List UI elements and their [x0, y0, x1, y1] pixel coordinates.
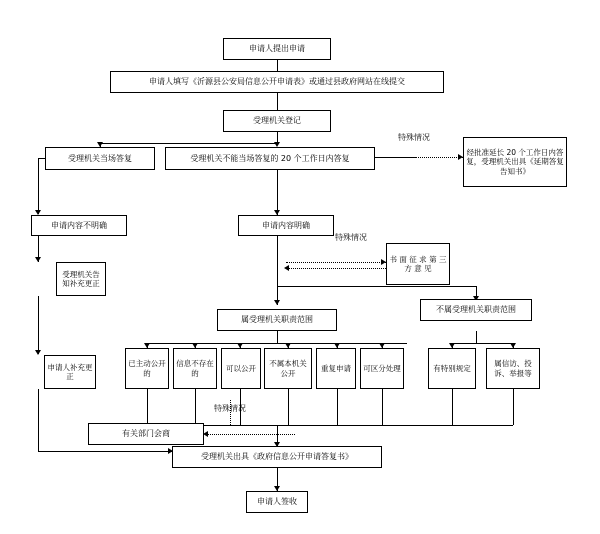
node-info-not-exist[interactable]: 信息不存在的 [173, 348, 217, 389]
connector [38, 451, 173, 452]
node-petition-complaint[interactable]: 属信访、投诉、举报等 [486, 348, 540, 389]
arrow-icon [35, 257, 41, 262]
connector [452, 389, 453, 425]
node-third-party-opinion[interactable]: 书 面 征 求 第 三 方 意 见 [386, 243, 450, 285]
node-fill-application-form[interactable]: 申请人填写《沂源县公安局信息公开申请表》或通过县政府网站在线提交 [110, 71, 444, 93]
node-can-disclose[interactable]: 可以公开 [221, 348, 261, 389]
connector-dotted [286, 262, 386, 263]
annotation-special-case-1: 特殊情况 [398, 133, 430, 142]
connector [337, 389, 338, 425]
connector-dotted [205, 434, 295, 435]
connector [38, 158, 39, 214]
node-departments-consultation[interactable]: 有关部门会商 [88, 423, 204, 445]
node-applicant-receipt[interactable]: 申请人签收 [246, 491, 308, 513]
connector [100, 143, 277, 144]
node-within-jurisdiction[interactable]: 属受理机关职责范围 [217, 309, 337, 331]
connector [452, 343, 513, 344]
connector [277, 236, 278, 305]
connector [38, 389, 39, 451]
node-content-clear[interactable]: 申请内容明确 [238, 215, 334, 236]
node-extended-reply-notice[interactable]: 经批准延长 20 个工作日内答复，受理机关出具《延期答复告知书》 [463, 137, 567, 187]
annotation-special-case-3: 特殊情况 [214, 404, 246, 413]
arrow-icon [284, 265, 289, 271]
node-special-provisions[interactable]: 有特别规定 [428, 348, 476, 389]
connector [277, 170, 278, 215]
node-registration[interactable]: 受理机关登记 [223, 110, 331, 132]
node-not-this-agency[interactable]: 不属本机关公开 [264, 348, 312, 389]
node-outside-jurisdiction[interactable]: 不属受理机关职责范围 [420, 299, 532, 321]
node-applicant-supplement[interactable]: 申请人补充更正 [44, 355, 96, 389]
connector [375, 157, 416, 158]
connector-dotted [205, 425, 230, 426]
annotation-special-case-2: 特殊情况 [335, 233, 367, 242]
arrow-icon [274, 300, 280, 305]
node-content-unclear[interactable]: 申请内容不明确 [31, 215, 127, 236]
node-notify-supplement[interactable]: 受理机关告知补充更正 [56, 262, 106, 296]
connector [513, 389, 514, 425]
node-separable-handling[interactable]: 可区分处理 [360, 348, 404, 389]
arrow-icon [35, 350, 41, 355]
node-application-submitted[interactable]: 申请人提出申请 [223, 38, 331, 60]
connector [476, 331, 477, 343]
node-reply-within-20-days[interactable]: 受理机关不能当场答复的 20 个工作日内答复 [165, 147, 375, 170]
node-already-disclosed[interactable]: 已主动公开的 [125, 348, 169, 389]
connector [38, 296, 39, 354]
connector [277, 331, 278, 343]
node-on-site-reply[interactable]: 受理机关当场答复 [45, 147, 155, 170]
connector-dotted [286, 268, 386, 269]
connector [147, 343, 407, 344]
connector [382, 389, 383, 425]
connector [147, 389, 148, 425]
connector [288, 389, 289, 425]
connector-dotted [416, 157, 463, 158]
connector [277, 286, 476, 287]
node-issue-reply-document[interactable]: 受理机关出具《政府信息公开申请答复书》 [172, 446, 382, 468]
node-duplicate-request[interactable]: 重复申请 [316, 348, 356, 389]
connector [195, 389, 196, 425]
